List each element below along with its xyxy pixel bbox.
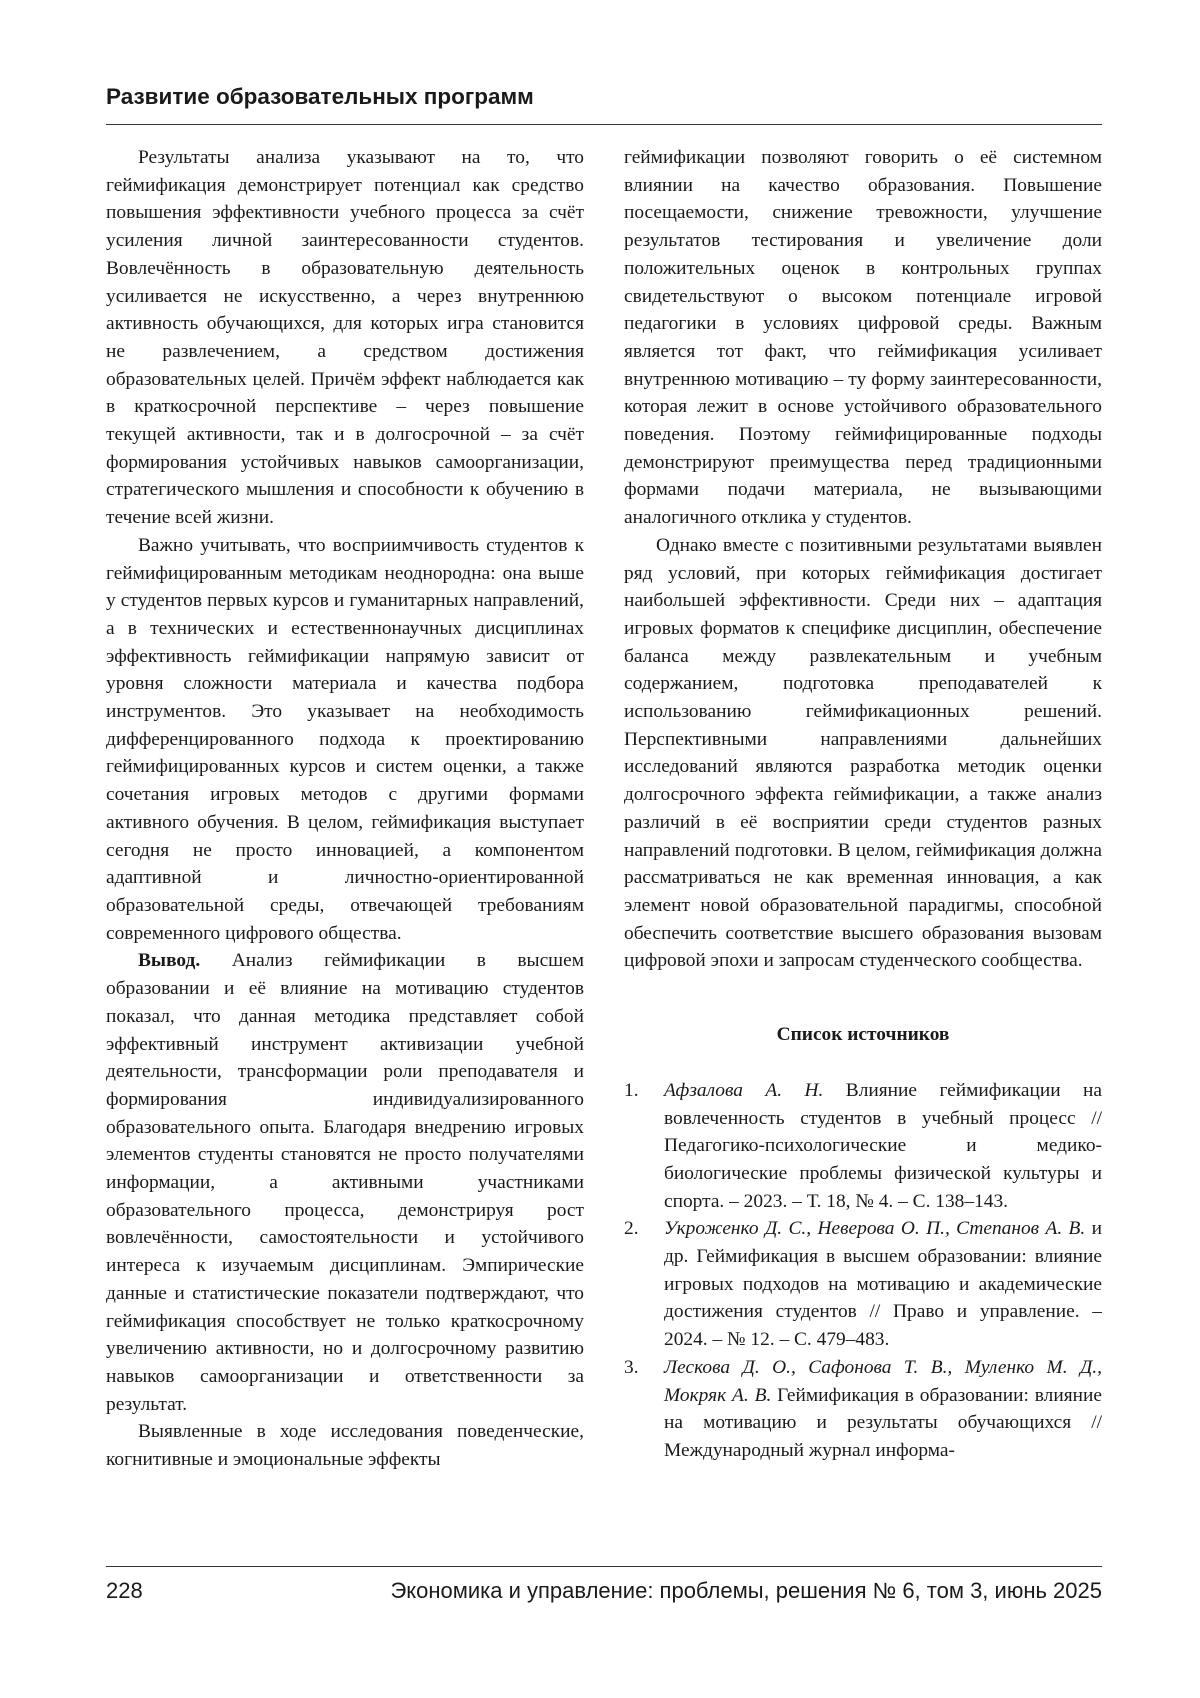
paragraph: Результаты анализа указывают на то, что геймификация демонстрирует потенциал как средство повышения эффективности учебного процесса за счёт усиления личной заинтересованности студентов. Вовлечённость в образовательную деятельность усиливается не искусственно, а через внутреннюю активность обучающихся, для которых игра становится не развлечением, а средством достижения образовательных целей. Причём эффект наблюдается как в краткосрочной перспективе – через повышение текущей активности, так и в долгосрочной – за счёт формирования устойчивых навыков самоорганизации, стратегического мышления и способности к обучению в течение всей жизни. [106,147,584,529]
header-rule [106,124,1102,125]
reference-text [664,1077,1102,1216]
conclusion-paragraph [106,947,584,1418]
reference-text [664,1354,1102,1465]
conclusion-text: Анализ геймификации в высшем образовании и её влияние на мотивацию студентов показал, что данная методика представляет собой эффективный инструмент активизации учебной деятельности, трансформации роли преподавателя и формирования индивидуализированного образовательного опыта. Благодаря внедрению игровых элементов студенты становятся не просто получателями информации, а активными участниками образовательного процесса, демонстрируя рост вовлечённости, самостоятельности и устойчивого интереса к изучаемым дисциплинам. Эмпирические данные и статистические показатели подтверждают, что геймификация способствует не только краткосрочному увеличению активности, но и долгосрочному развитию навыков самоорганизации и ответственности за результат. [106,950,584,1415]
paragraph: Однако вместе с позитивными результатами выявлен ряд условий, при которых геймификация достигает наибольшей эффективности. Среди них – адаптация игровых форматов к специфике дисциплин, обеспечение баланса между развлекательным и учебным содержанием, подготовка преподавателей к использованию геймификационных решений. Перспективными направлениями дальнейших исследований являются разработка методик оценки долгосрочного эффекта геймификации, а также анализ различий в её восприятии среди студентов разных направлений подготовки. В целом, геймификация должна рассматриваться не как временная инновация, а как элемент новой образовательной парадигмы, способной обеспечить соответствие высшего образования вызовам цифровой эпохи и запросам студенческого сообщества. [624,534,1102,972]
reference-authors: Афзалова А. Н. [664,1079,824,1101]
paragraph-continued: геймификации позволяют говорить о её системном влиянии на качество образования. Повышение посещаемости, снижение тревожности, улучшение результатов тестирования и увеличение доли положительных оценок в контрольных группах свидетельствуют о высоком потенциале игровой педагогики в условиях цифровой среды. Важным является тот факт, что геймификация усиливает внутреннюю мотивацию – ту форму заинтересованности, которая лежит в основе устойчивого образовательного поведения. Поэтому геймифицированные подходы демонстрируют преимущества перед традиционными формами подачи материала, не вызывающими аналогичного отклика у студентов. [624,147,1102,529]
right-column [624,144,1102,1465]
reference-number: 3. [624,1356,639,1378]
left-column [106,144,584,1474]
reference-authors: Укроженко Д. С., Неверова О. П., Степанов А. В. [664,1218,1086,1240]
footer-rule [106,1566,1102,1567]
reference-body: и др. Геймификация в высшем образовании: влияние игровых подходов на мотивацию и академические достижения студентов // Право и управление. – 2024. – № 12. – С. 479–483. [664,1218,1102,1351]
reference-number: 2. [624,1218,639,1240]
conclusion-label: Вывод. [138,950,201,972]
reference-body: Влияние геймификации на вовлеченность студентов в учебный процесс // Педагогико-психологические и медико-биологические проблемы физической культуры и спорта. – 2023. – Т. 18, № 4. – С. 138–143. [664,1079,1102,1212]
reference-item [624,1354,1102,1465]
reference-body: Геймификация в образовании: влияние на мотивацию и результаты обучающихся // Международный журнал информа- [664,1384,1102,1461]
reference-number: 1. [624,1079,639,1101]
reference-authors: Лескова Д. О., Сафонова Т. В., Муленко М. Д., Мокряк А. В. [664,1356,1102,1406]
running-header-title: Развитие образовательных программ [106,84,534,109]
paragraph: Важно учитывать, что восприимчивость студентов к геймифицированным методикам неоднородна: она выше у студентов первых курсов и гуманитарных направлений, а в технических и естественнонаучных дисциплинах эффективность геймификации напрямую зависит от уровня сложности материала и качества подбора инструментов. Это указывает на необходимость дифференцированного подхода к проектированию геймифицированных курсов и систем оценки, а также сочетания игровых методов с другими формами активного обучения. В целом, геймификация выступает сегодня не просто инновацией, а компонентом адаптивной и личностно-ориентированной образовательной среды, отвечающей требованиям современного цифрового общества. [106,534,584,944]
reference-item [624,1077,1102,1216]
references-title: Список источников [776,1024,950,1046]
journal-footer: Экономика и управление: проблемы, решения № 6, том 3, июнь 2025 [390,1578,1102,1603]
paragraph: Выявленные в ходе исследования поведенческие, когнитивные и эмоциональные эффекты [106,1421,584,1471]
reference-text [664,1215,1102,1354]
page-number: 228 [106,1578,143,1603]
reference-item [624,1215,1102,1354]
